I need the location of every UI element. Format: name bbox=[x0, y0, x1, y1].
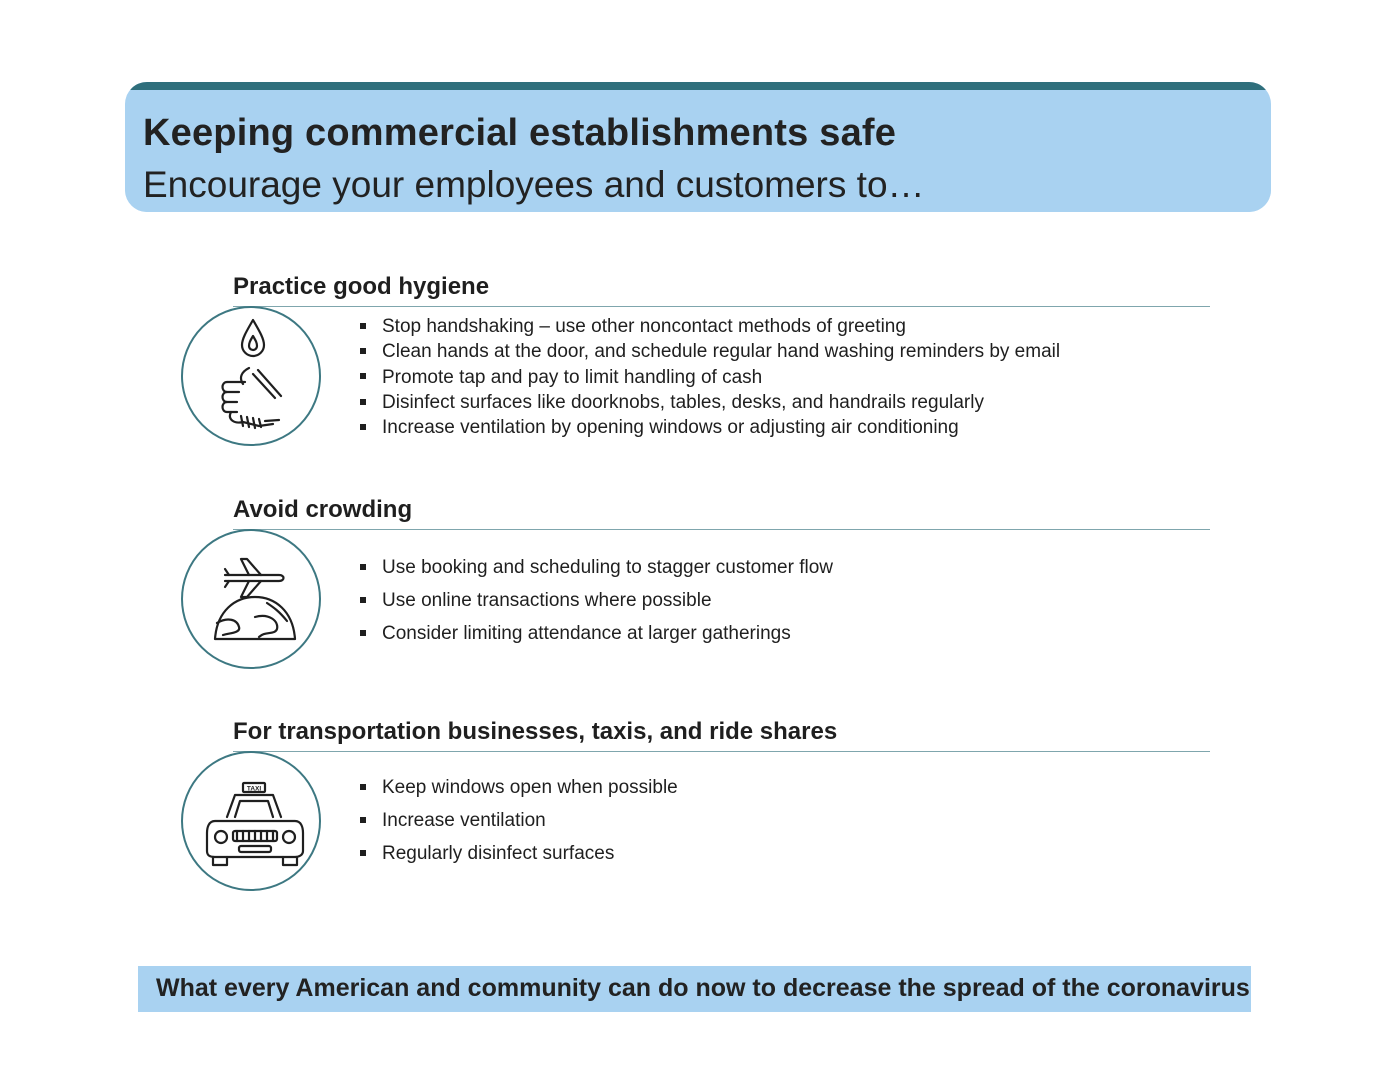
list-item: Consider limiting attendance at larger gatherings bbox=[358, 617, 833, 650]
header-panel bbox=[125, 90, 1271, 212]
section-divider bbox=[233, 306, 1210, 307]
taxi-sign-text: TAXI bbox=[246, 785, 262, 793]
section-title-crowding: Avoid crowding bbox=[233, 496, 413, 523]
list-item: Regularly disinfect surfaces bbox=[358, 837, 678, 870]
header-banner bbox=[125, 82, 1271, 212]
section-title-hygiene: Practice good hygiene bbox=[233, 273, 490, 300]
list-item: Use booking and scheduling to stagger customer flow bbox=[358, 551, 833, 584]
list-item: Increase ventilation bbox=[358, 804, 678, 837]
list-item: Disinfect surfaces like doorknobs, tables, desks, and handrails regularly bbox=[358, 390, 1060, 415]
footer-text: What every American and community can do now to decrease the spread of the coronavirus bbox=[156, 974, 1250, 1002]
list-item: Clean hands at the door, and schedule regular hand washing reminders by email bbox=[358, 339, 1060, 364]
footer-banner bbox=[138, 966, 1251, 1012]
list-item: Keep windows open when possible bbox=[358, 771, 678, 804]
section-divider bbox=[233, 751, 1210, 752]
page-title: Keeping commercial establishments safe bbox=[143, 112, 897, 154]
list-item: Increase ventilation by opening windows or adjusting air conditioning bbox=[358, 415, 1060, 440]
transportation-bullet-list bbox=[358, 771, 678, 870]
header-accent-strip bbox=[125, 82, 1271, 90]
page-subtitle: Encourage your employees and customers to… bbox=[143, 164, 925, 205]
list-item: Use online transactions where possible bbox=[358, 584, 833, 617]
handwashing-icon bbox=[181, 306, 321, 446]
airplane-globe-icon bbox=[181, 529, 321, 669]
crowding-bullet-list bbox=[358, 551, 833, 650]
section-divider bbox=[233, 529, 1210, 530]
taxi-icon bbox=[181, 751, 321, 891]
section-title-transportation: For transportation businesses, taxis, and ride shares bbox=[233, 718, 838, 745]
list-item: Stop handshaking – use other noncontact methods of greeting bbox=[358, 314, 1060, 339]
list-item: Promote tap and pay to limit handling of cash bbox=[358, 365, 1060, 390]
hygiene-bullet-list bbox=[358, 314, 1060, 440]
